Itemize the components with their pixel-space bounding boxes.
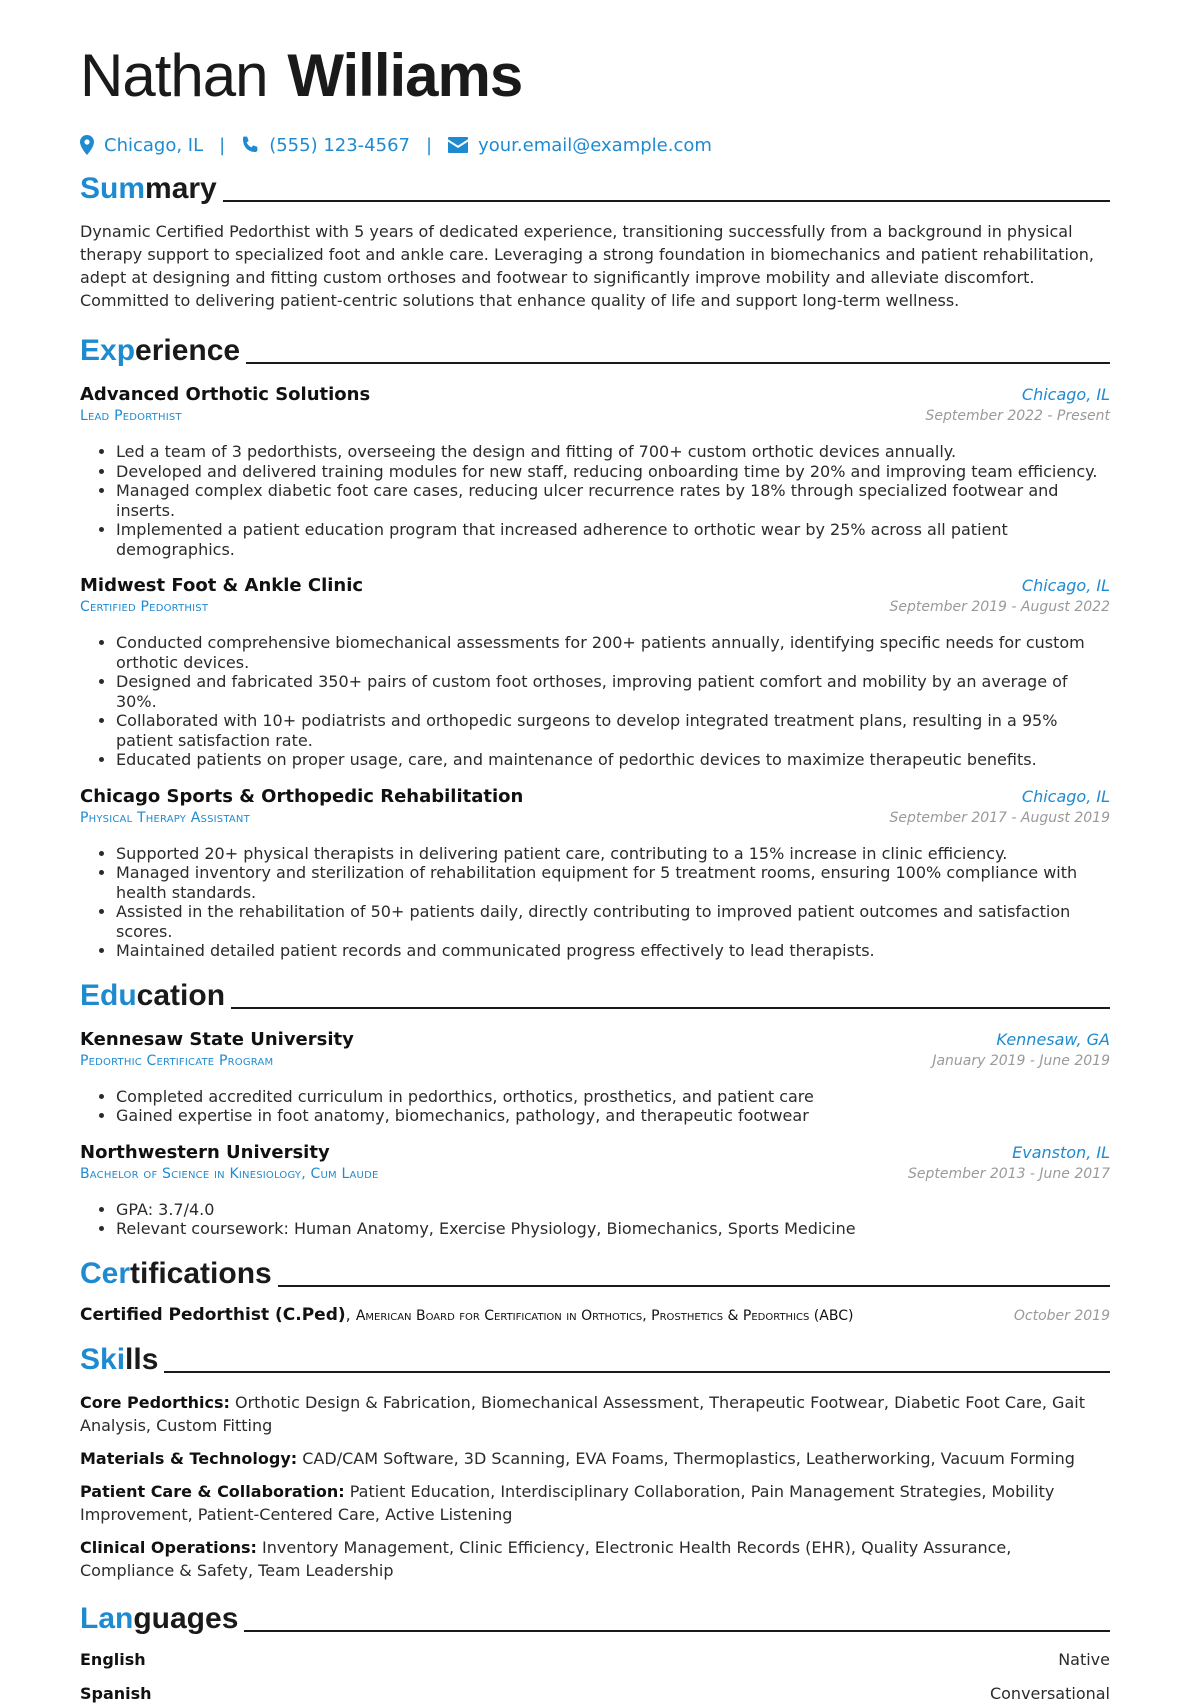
title-rest: tifications [130, 1256, 272, 1290]
entry-location: Chicago, IL [1021, 786, 1110, 806]
contact-phone[interactable] [241, 135, 410, 156]
entry-location: Evanston, IL [1012, 1142, 1110, 1162]
employer-name: Advanced Orthotic Solutions [80, 384, 371, 405]
entry-dates: January 2019 - June 2019 [932, 1052, 1110, 1069]
title-accent: Ski [80, 1342, 126, 1376]
section-title [80, 1343, 158, 1377]
skill-category: Materials & Technology: [80, 1448, 298, 1468]
certification-date: October 2019 [1013, 1307, 1110, 1324]
skill-row [80, 1391, 1110, 1437]
certification-org: American Board for Certification in Orthotics, Prosthetics & Pedorthics (ABC) [355, 1307, 854, 1324]
bullet-list [80, 633, 1110, 770]
bullet-list [80, 442, 1110, 559]
skill-list: Patient Education, Interdisciplinary Collaboration, Pain Management Strategies, Mobility Improvement, Patient-Centered Care, Active Listening [80, 1481, 1055, 1524]
bullet-item: • Designed and fabricated 350+ pairs of custom foot orthoses, improving patient comfort and mobility by an average of 30%. [116, 672, 1110, 711]
section-rule [278, 1285, 1110, 1287]
entry-location: Chicago, IL [1021, 385, 1110, 404]
school-name: Kennesaw State University [80, 1028, 354, 1050]
bullet-item: • Conducted comprehensive biomechanical assessments for 200+ patients annually, identifying specific needs for custom orthotic devices. [116, 633, 1110, 672]
summary-text: Dynamic Certified Pedorthist with 5 years of dedicated experience, transitioning successfully from a background in physical therapy support to specialized foot and ankle care. Leveraging a strong foundation in biomechanics and patient rehabilitation, adept at designing and fitting custom orthoses and footwear to significantly improve mobility and alleviate discomfort. Committed to delivering patient-centric solutions that enhance quality of life and support long-term wellness. [80, 222, 1094, 310]
skill-list: Orthotic Design & Fabrication, Biomechanical Assessment, Therapeutic Footwear, Diabetic Foot Care, Gait Analysis, Custom Fitting [80, 1392, 1085, 1435]
phone-text: (555) 123-4567 [269, 134, 410, 156]
title-rest: cation [136, 978, 226, 1012]
degree-title: Pedorthic Certificate Program [80, 1052, 274, 1069]
section-title [80, 979, 225, 1013]
education-heading [80, 975, 1110, 1013]
contact-separator: | [219, 134, 226, 156]
language-row [80, 1650, 1110, 1674]
bullet-item: • Completed accredited curriculum in pedorthics, orthotics, prosthetics, and patient care [116, 1087, 1110, 1107]
bullet-item: • Managed complex diabetic foot care cases, reducing ulcer recurrence rates by 18% through specialized footwear and inserts. [116, 481, 1110, 520]
skill-category: Clinical Operations: [80, 1537, 257, 1557]
section-title [80, 334, 240, 368]
title-accent: Cer [80, 1256, 131, 1290]
section-rule [231, 1007, 1110, 1009]
entry-location: Kennesaw, GA [996, 1029, 1110, 1049]
contact-separator: | [426, 134, 433, 156]
candidate-name [80, 40, 1110, 112]
section-rule [164, 1371, 1110, 1373]
section-rule [223, 200, 1110, 202]
bullet-item: • GPA: 3.7/4.0 [116, 1200, 1110, 1220]
bullet-item: • Maintained detailed patient records and communicated progress effectively to lead therapists. [116, 941, 1110, 961]
experience-heading [80, 330, 1110, 368]
languages-heading [80, 1598, 1110, 1636]
title-accent: Sum [80, 172, 146, 205]
certification-name: Certified Pedorthist (C.Ped) [80, 1304, 346, 1325]
envelope-icon [448, 137, 468, 153]
certification-item [80, 1305, 1110, 1325]
education-entry [80, 1142, 1110, 1239]
skill-row [80, 1536, 1110, 1582]
entry-dates: September 2013 - June 2017 [908, 1165, 1110, 1182]
experience-entry [80, 384, 1110, 559]
entry-location: Chicago, IL [1021, 576, 1110, 595]
title-rest: mary [145, 172, 217, 205]
contact-location [80, 135, 203, 156]
section-title [80, 1257, 272, 1291]
section-title [80, 172, 217, 206]
language-name: English [80, 1649, 146, 1669]
bullet-item: • Relevant coursework: Human Anatomy, Exercise Physiology, Biomechanics, Sports Medicine [116, 1219, 1110, 1239]
education-entry [80, 1029, 1110, 1126]
entry-dates: September 2017 - August 2019 [889, 809, 1110, 826]
bullet-item: • Gained expertise in foot anatomy, biomechanics, pathology, and therapeutic footwear [116, 1106, 1110, 1126]
employer-name: Chicago Sports & Orthopedic Rehabilitation [80, 785, 524, 807]
skill-category: Patient Care & Collaboration: [80, 1481, 345, 1501]
bullet-list [80, 1087, 1110, 1126]
language-level: Native [1058, 1649, 1110, 1669]
map-marker-icon [80, 135, 94, 155]
summary-heading [80, 168, 1110, 206]
section-rule [246, 362, 1110, 364]
language-name: Spanish [80, 1683, 152, 1703]
contact-email[interactable] [448, 135, 712, 156]
entry-dates: September 2019 - August 2022 [889, 599, 1110, 615]
title-accent: Lan [80, 1601, 134, 1635]
entry-dates: September 2022 - Present [925, 408, 1110, 424]
experience-entry [80, 786, 1110, 961]
section-title [80, 1602, 238, 1636]
skills-heading [80, 1339, 1110, 1377]
skill-list: Inventory Management, Clinic Efficiency, Electronic Health Records (EHR), Quality Assurance, Compliance & Safety, Team Leadership [80, 1537, 1012, 1580]
bullet-item: • Led a team of 3 pedorthists, overseeing the design and fitting of 700+ custom orthotic devices annually. [116, 442, 1110, 462]
email-link: your.email@example.com [478, 134, 712, 156]
first-name: Nathan [80, 42, 268, 109]
location-text: Chicago, IL [104, 134, 204, 156]
bullet-list [80, 844, 1110, 961]
job-title: Certified Pedorthist [80, 599, 209, 615]
school-name: Northwestern University [80, 1141, 330, 1163]
degree-title: Bachelor of Science in Kinesiology, Cum Laude [80, 1165, 379, 1182]
title-accent: Exp [80, 334, 136, 367]
last-name: Williams [287, 42, 523, 109]
skill-row [80, 1480, 1110, 1526]
title-accent: Edu [80, 978, 137, 1012]
section-rule [244, 1630, 1110, 1632]
title-rest: lls [125, 1342, 159, 1376]
bullet-item: • Assisted in the rehabilitation of 50+ patients daily, directly contributing to improved patient outcomes and satisfaction scores. [116, 902, 1110, 941]
skill-row [80, 1447, 1110, 1470]
skill-category: Core Pedorthics: [80, 1392, 230, 1412]
certifications-heading [80, 1253, 1110, 1291]
bullet-item: • Educated patients on proper usage, care, and maintenance of pedorthic devices to maximize therapeutic benefits. [116, 750, 1110, 770]
title-rest: erience [135, 334, 241, 367]
employer-name: Midwest Foot & Ankle Clinic [80, 575, 364, 596]
bullet-item: • Managed inventory and sterilization of rehabilitation equipment for 5 treatment rooms, ensuring 100% compliance with health standards. [116, 863, 1110, 902]
language-row [80, 1684, 1110, 1708]
job-title: Physical Therapy Assistant [80, 809, 250, 826]
bullet-item: • Developed and delivered training modules for new staff, reducing onboarding time by 20% and improving team efficiency. [116, 462, 1110, 482]
contact-line [80, 132, 1110, 158]
title-rest: guages [133, 1601, 239, 1635]
bullet-item: • Implemented a patient education program that increased adherence to orthotic wear by 25% across all patient demographics. [116, 520, 1110, 559]
bullet-list [80, 1200, 1110, 1239]
experience-entry [80, 575, 1110, 770]
bullet-item: • Supported 20+ physical therapists in delivering patient care, contributing to a 15% increase in clinic efficiency. [116, 844, 1110, 864]
phone-icon [241, 136, 259, 154]
job-title: Lead Pedorthist [80, 408, 182, 424]
language-level: Conversational [989, 1683, 1110, 1703]
bullet-item: • Collaborated with 10+ podiatrists and orthopedic surgeons to develop integrated treatment plans, resulting in a 95% patient satisfaction rate. [116, 711, 1110, 750]
certification-comma: , [345, 1304, 356, 1324]
skill-list: CAD/CAM Software, 3D Scanning, EVA Foams, Thermoplastics, Leatherworking, Vacuum Forming [302, 1448, 1075, 1468]
